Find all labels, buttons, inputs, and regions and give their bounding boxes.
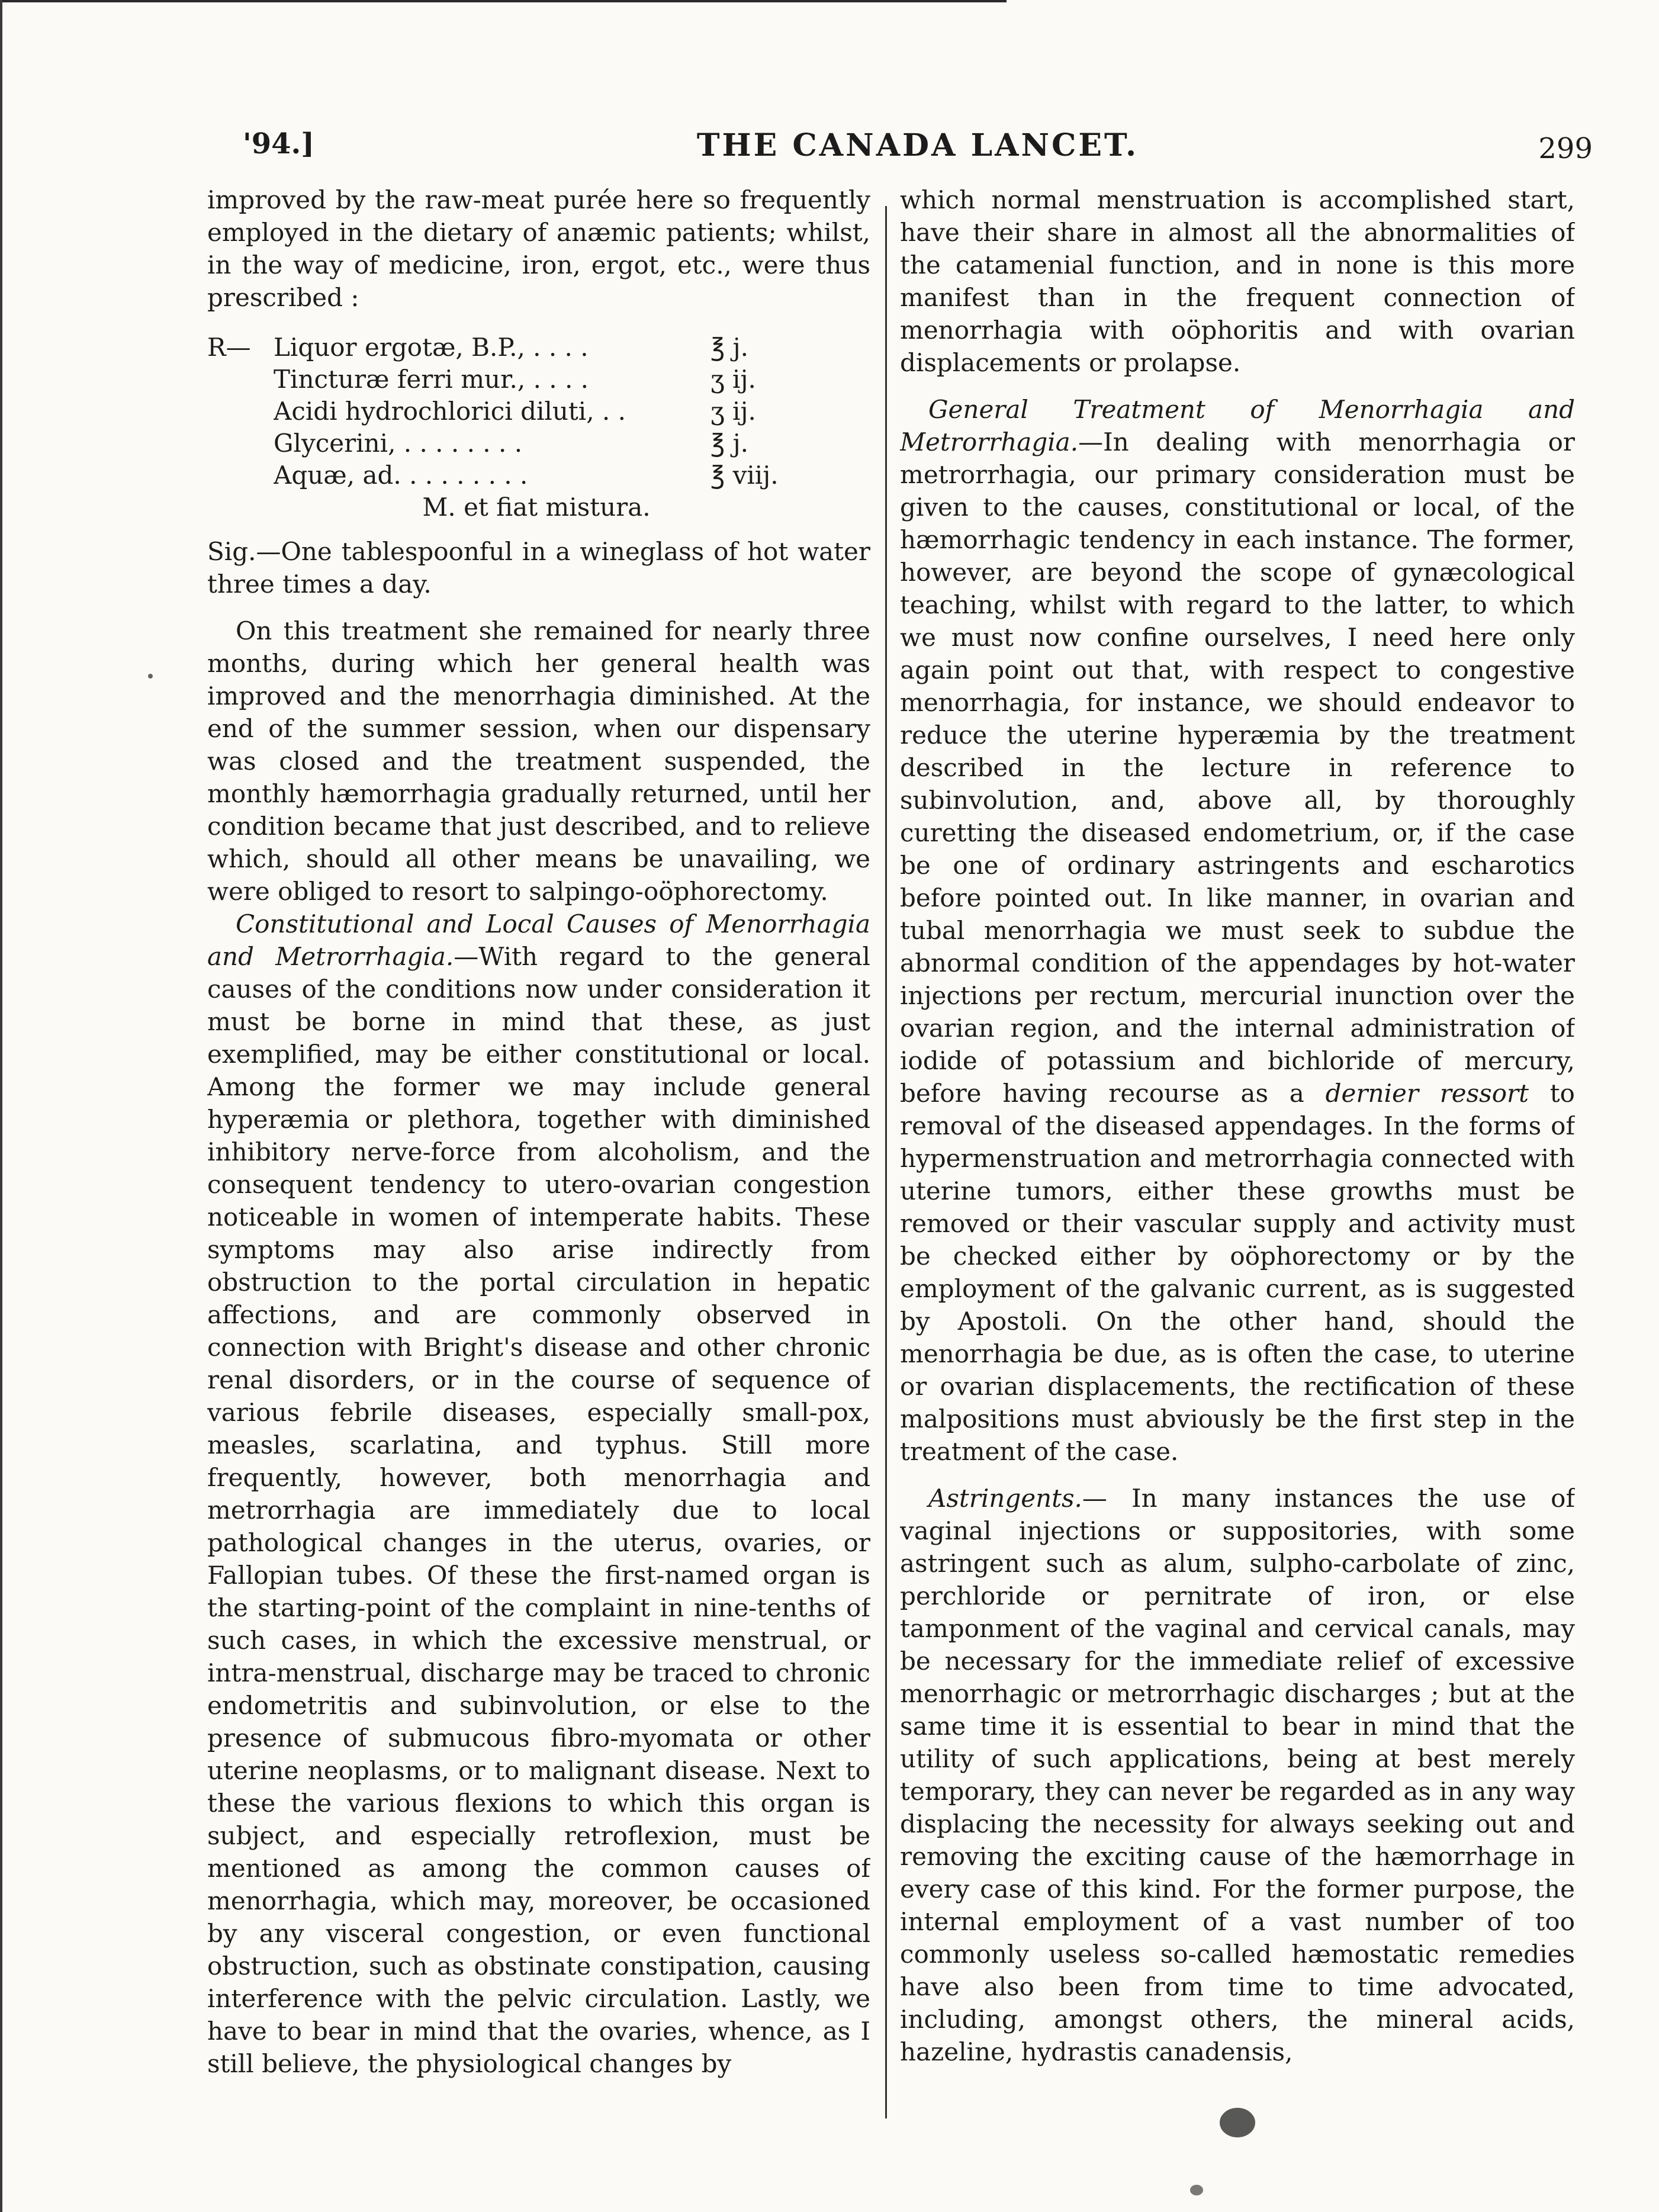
recipe-symbol: R— [207,333,251,362]
page-top-edge [0,0,1007,2]
paragraph-body: —In dealing with menorrhagia or metrorrhagia, our primary consideration must be given to the causes, constitutional or local, of the hæmorrhagic tendency in each instance. The former, however, are beyond the scope of gynæcological teaching, whilst with regard to the latter, to which we must now confine ourselves, I need here only again point out that, with respect to congestive menorrhagia, for instance, we should endeavor to reduce the uterine hyperæmia by the treatment described in the lecture in reference to subinvolution, and, above all, by thoroughly curetting the diseased endometrium, or, if the case be one of ordinary astringents and escharotics before pointed out. In like manner, in ovarian and tubal menorrhagia we must seek to subdue the abnormal condition of the appendages by hot-water injections per rectum, mercurial inunction over the ovarian region, and the internal administration of iodide of potassium and bichloride of mercury, before having recourse as a [900,427,1575,1108]
section-heading: Astringents. [928,1484,1082,1513]
ingredient-name: Aquæ, ad. . . . . . . . . [274,461,528,490]
right-column [900,184,1575,2168]
signa-instruction: Sig.—One tablespoonful in a wineglass of hot water three times a day. [207,537,870,599]
ingredient-dose: ʒ ij. [710,397,756,426]
ingredient-dose: ʒ ij. [710,365,756,394]
ingredient-name: Liquor ergotæ, B.P., . . . . [274,333,589,362]
paragraph-body: —With regard to the general causes of the conditions now under consideration it must be borne in mind that these, as just exemplified, may be either constitutional or local. Among the former we may include general hyperæmia or plethora, together with diminished inhibitory nerve-force from alcoholism, and the consequent tendency to utero-ovarian congestion noticeable in women of intemperate habits. These symptoms may also arise indirectly from obstruction to the portal circulation in hepatic affections, and are commonly observed in connection with Bright's disease and other chronic renal disorders, or in the course of sequence of various febrile diseases, especially small-pox, measles, scarlatina, and typhus. Still more frequently, however, both menorrhagia and metrorrhagia are immediately due to local pathological changes in the uterus, ovaries, or Fallopian tubes. Of these the first-named organ is the starting-point of the complaint in nine-tenths of such cases, in which the excessive menstrual, or intra-menstrual, discharge may be traced to chronic endometritis and subinvolution, or else to the presence of submucous fibro-myomata or other uterine neoplasms, or to malignant disease. Next to these the various flexions to which this organ is subject, and especially retroflexion, must be mentioned as among the common causes of menorrhagia, which may, moreover, be occasioned by any visceral congestion, or even functional obstruction, such as obstinate constipation, causing interference with the pelvic circulation. Lastly, we have to bear in mind that the ovaries, whence, as I still believe, the physiological changes by [207,942,870,2078]
ink-speck [148,674,153,679]
section-heading: Constitutional and Local Causes of Menorrhagia and Metrorrhagia. [207,909,870,971]
prescription-row [207,332,799,364]
ingredient-name: Tincturæ ferri mur., . . . . [274,365,589,394]
journal-title: THE CANADA LANCET. [696,127,1139,163]
ingredient-dose: ℥ j. [710,333,748,362]
ingredient-dose: ℥ viij. [710,461,779,490]
column-divider [885,206,887,2118]
paragraph: which normal menstruation is accomplished start, have their share in almost all the abnormalities of the catamenial function, and in none is this more manifest than in the frequent connection of menorrhagia with oöphoritis and with ovarian displacements or prolapse. [900,185,1575,377]
paragraph: On this treatment she remained for nearly three months, during which her general health was improved and the menorrhagia diminished. At the end of the summer session, when our dispensary was closed and the treatment suspended, the monthly hæmorrhagia gradually returned, until her condition became that just described, and to relieve which, should all other means be unavailing, we were obliged to resort to salpingo-oöphorectomy. [207,616,870,906]
paragraph [900,393,1575,1468]
section-heading: General Treatment of Menorrhagia and Metrorrhagia. [900,395,1575,456]
prescription-row [207,396,799,427]
prescription-row [207,459,799,491]
ink-blot [1220,2108,1255,2137]
paragraph [207,908,870,2080]
page-left-edge [0,0,2,2212]
paragraph: improved by the raw-meat purée here so frequently employed in the dietary of anæmic patients; whilst, in the way of medicine, iron, ergot, etc., were thus prescribed : [207,185,870,312]
paragraph-body: to removal of the diseased appendages. In the forms of hypermenstruation and metrorrhagia connected with uterine tumors, either these growths must be removed or their vascular supply and activity must be checked either by oöphorectomy or by the employment of the galvanic current, as is suggested by Apostoli. On the other hand, should the menorrhagia be due, as is often the case, to uterine or ovarian displacements, the rectification of these malpositions must abviously be the first step in the treatment of the case. [900,1079,1575,1466]
paragraph-body: — In many instances the use of vaginal injections or suppositories, with some astringent such as alum, sulpho-carbolate of zinc, perchloride or pernitrate of iron, or else tamponment of the vaginal and cervical canals, may be necessary for the immediate relief of excessive menorrhagic or metrorrhagic discharges ; but at the same time it is essential to bear in mind that the utility of such applications, being at best merely temporary, they can never be regarded as in any way displacing the necessity for always seeking out and removing the exciting cause of the hæmorrhage in every case of this kind. For the former purpose, the internal employment of a vast number of too commonly useless so-called hæmostatic remedies have also been from time to time advocated, including, amongst others, the mineral acids, hazeline, hydrastis canadensis, [900,1484,1575,2066]
header-year: '94.] [243,127,314,160]
ingredient-dose: ℥ j. [710,429,748,458]
page-number: 299 [1538,132,1593,165]
prescription-row [207,364,799,396]
prescription-direction: M. et fiat mistura. [422,493,651,522]
ingredient-name: Acidi hydrochlorici diluti, . . [274,397,626,426]
paragraph [900,1482,1575,2068]
ingredient-name: Glycerini, . . . . . . . . [274,429,523,458]
prescription-row [207,427,799,459]
italic-phrase: dernier ressort [1325,1079,1529,1108]
running-header [243,127,1593,181]
left-column [207,184,870,2168]
prescription [207,332,870,523]
ink-speck [1190,2185,1203,2195]
